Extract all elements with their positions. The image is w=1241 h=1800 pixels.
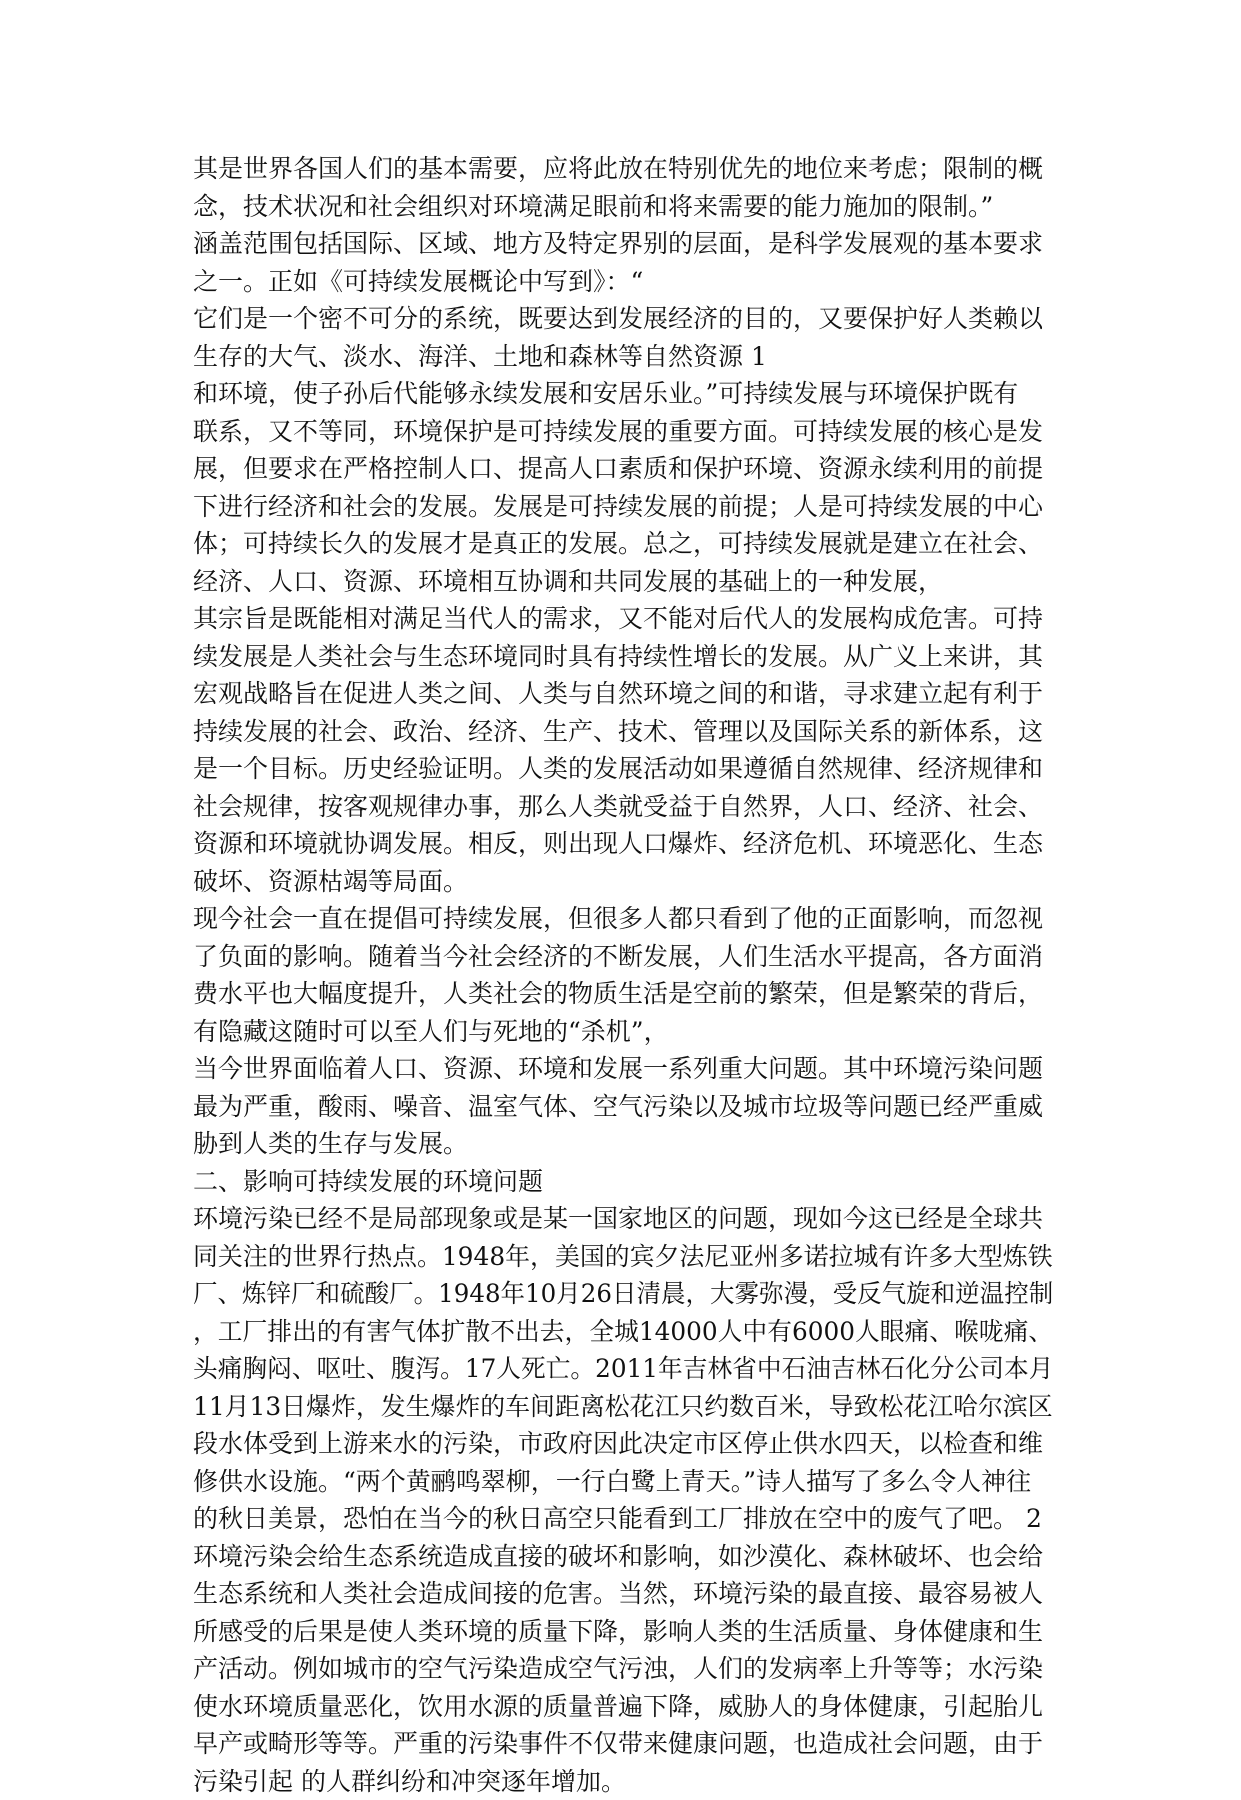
text-line: 环境污染会给生态系统造成直接的破坏和影响，如沙漠化、森林破坏、也会给 bbox=[193, 1538, 1053, 1576]
text-line: 经济、人口、资源、环境相互协调和共同发展的基础上的一种发展， bbox=[193, 563, 1053, 601]
text-line: 胁到人类的生存与发展。 bbox=[193, 1125, 1053, 1163]
text-line: 当今世界面临着人口、资源、环境和发展一系列重大问题。其中环境污染问题 bbox=[193, 1050, 1053, 1088]
text-line: 持续发展的社会、政治、经济、生产、技术、管理以及国际关系的新体系，这 bbox=[193, 713, 1053, 751]
text-line: 产活动。例如城市的空气污染造成空气污浊，人们的发病率上升等等；水污染 bbox=[193, 1650, 1053, 1688]
text-line: 同关注的世界行热点。1948年，美国的宾夕法尼亚州多诺拉城有许多大型炼铁 bbox=[193, 1238, 1049, 1276]
text-line: 体；可持续长久的发展才是真正的发展。总之，可持续发展就是建立在社会、 bbox=[193, 525, 1053, 563]
text-line: 所感受的后果是使人类环境的质量下降，影响人类的生活质量、身体健康和生 bbox=[193, 1613, 1053, 1651]
text-line: 的秋日美景，恐怕在当今的秋日高空只能看到工厂排放在空中的废气了吧。 2 bbox=[193, 1500, 1053, 1538]
text-line: 破坏、资源枯竭等局面。 bbox=[193, 863, 1053, 901]
text-line: 环境污染已经不是局部现象或是某一国家地区的问题，现如今这已经是全球共 bbox=[193, 1200, 1053, 1238]
text-line: 现今社会一直在提倡可持续发展，但很多人都只看到了他的正面影响，而忽视 bbox=[193, 900, 1053, 938]
text-line: 头痛胸闷、呕吐、腹泻。17人死亡。2011年吉林省中石油吉林石化分公司本月 bbox=[193, 1350, 1043, 1388]
section-heading: 二、影响可持续发展的环境问题 bbox=[193, 1163, 1053, 1201]
text-line: 厂、炼锌厂和硫酸厂。1948年10月26日清晨，大雾弥漫，受反气旋和逆温控制 bbox=[193, 1275, 1036, 1313]
text-line: 社会规律，按客观规律办事，那么人类就受益于自然界，人口、经济、社会、 bbox=[193, 788, 1053, 826]
text-line: 下进行经济和社会的发展。发展是可持续发展的前提；人是可持续发展的中心 bbox=[193, 488, 1053, 526]
text-line: 污染引起 的人群纠纷和冲突逐年增加。 bbox=[193, 1763, 1053, 1800]
body-text bbox=[193, 150, 1053, 1800]
text-line: 展，但要求在严格控制人口、提高人口素质和保护环境、资源永续利用的前提 bbox=[193, 450, 1053, 488]
text-line: 修供水设施。“两个黄鹂鸣翠柳，一行白鹭上青天。”诗人描写了多么令人神往 bbox=[193, 1463, 1053, 1501]
text-line: 资源和环境就协调发展。相反，则出现人口爆炸、经济危机、环境恶化、生态 bbox=[193, 825, 1053, 863]
text-line: 11月13日爆炸，发生爆炸的车间距离松花江只约数百米，导致松花江哈尔滨区 bbox=[193, 1388, 1049, 1426]
text-line: 是一个目标。历史经验证明。人类的发展活动如果遵循自然规律、经济规律和 bbox=[193, 750, 1053, 788]
text-line: 它们是一个密不可分的系统，既要达到发展经济的目的，又要保护好人类赖以 bbox=[193, 300, 1053, 338]
text-line: 续发展是人类社会与生态环境同时具有持续性增长的发展。从广义上来讲，其 bbox=[193, 638, 1053, 676]
text-line: 念，技术状况和社会组织对环境满足眼前和将来需要的能力施加的限制。” bbox=[193, 188, 1053, 226]
text-line: 生存的大气、淡水、海洋、土地和森林等自然资源 1 bbox=[193, 338, 1053, 376]
text-line: 使水环境质量恶化，饮用水源的质量普遍下降，威胁人的身体健康，引起胎儿 bbox=[193, 1688, 1053, 1726]
text-line: 了负面的影响。随着当今社会经济的不断发展，人们生活水平提高，各方面消 bbox=[193, 938, 1053, 976]
text-line: 宏观战略旨在促进人类之间、人类与自然环境之间的和谐，寻求建立起有利于 bbox=[193, 675, 1053, 713]
text-line: 生态系统和人类社会造成间接的危害。当然，环境污染的最直接、最容易被人 bbox=[193, 1575, 1053, 1613]
text-line: 费水平也大幅度提升，人类社会的物质生活是空前的繁荣，但是繁荣的背后， bbox=[193, 975, 1053, 1013]
text-line: 最为严重，酸雨、噪音、温室气体、空气污染以及城市垃圾等问题已经严重威 bbox=[193, 1088, 1053, 1126]
text-line: 其是世界各国人们的基本需要，应将此放在特别优先的地位来考虑；限制的概 bbox=[193, 150, 1053, 188]
text-line: 段水体受到上游来水的污染，市政府因此决定市区停止供水四天，以检查和维 bbox=[193, 1425, 1053, 1463]
text-line: 涵盖范围包括国际、区域、地方及特定界别的层面，是科学发展观的基本要求 bbox=[193, 225, 1053, 263]
text-line: 早产或畸形等等。严重的污染事件不仅带来健康问题，也造成社会问题，由于 bbox=[193, 1725, 1053, 1763]
text-line: 联系，又不等同，环境保护是可持续发展的重要方面。可持续发展的核心是发 bbox=[193, 413, 1053, 451]
text-line: ，工厂排出的有害气体扩散不出去，全城14000人中有6000人眼痛、喉咙痛、 bbox=[193, 1313, 1045, 1351]
text-line: 和环境，使子孙后代能够永续发展和安居乐业。”可持续发展与环境保护既有 bbox=[193, 375, 1053, 413]
text-line: 其宗旨是既能相对满足当代人的需求，又不能对后代人的发展构成危害。可持 bbox=[193, 600, 1053, 638]
text-line: 有隐藏这随时可以至人们与死地的“杀机”， bbox=[193, 1013, 1053, 1051]
text-line: 之一。正如《可持续发展概论中写到》：“ bbox=[193, 263, 1053, 301]
